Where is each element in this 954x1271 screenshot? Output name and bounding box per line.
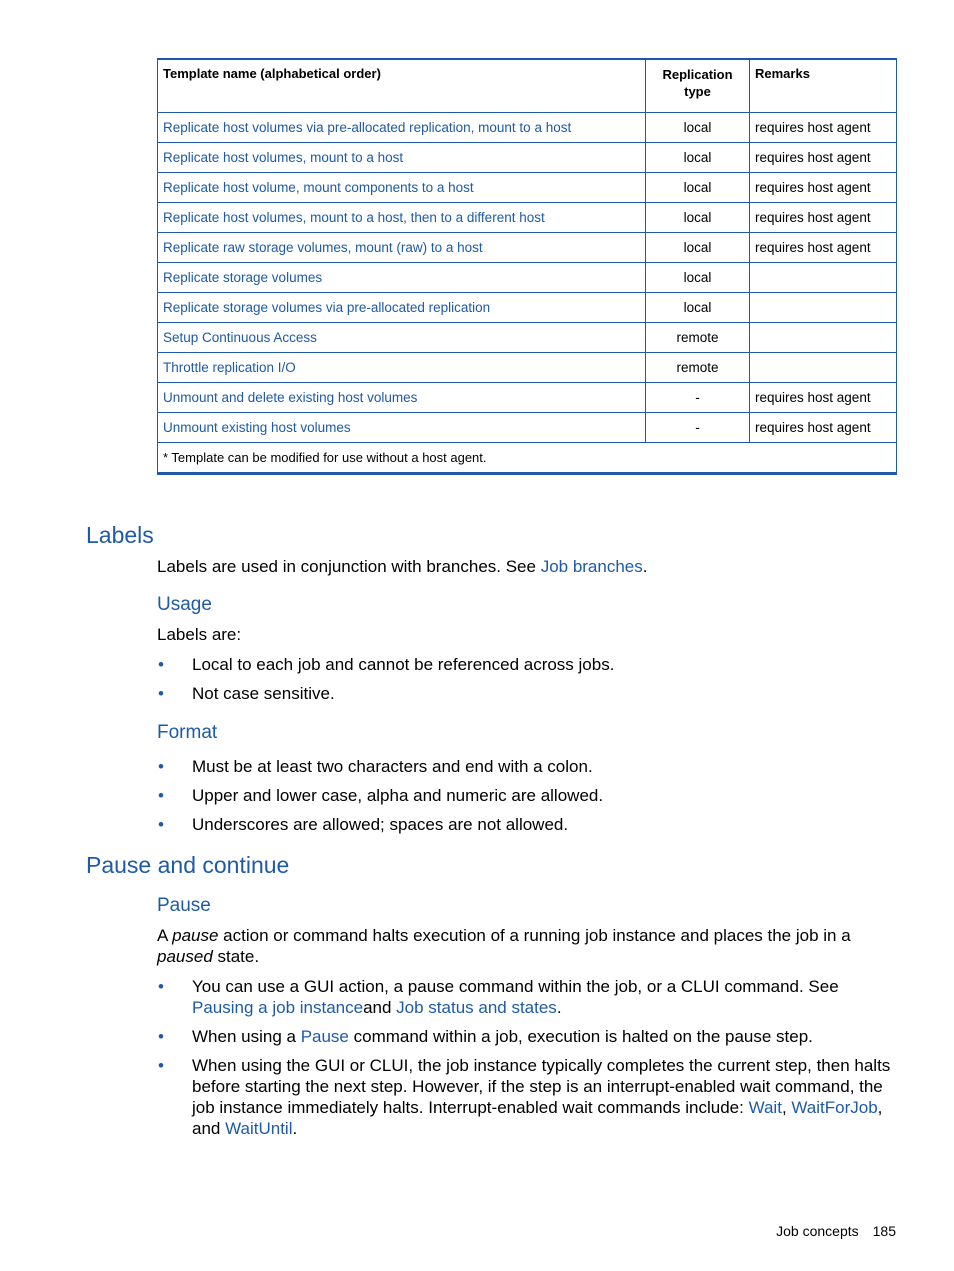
text: action or command halts execution of a running job instance and places the job in a [218,926,851,945]
template-link[interactable]: Replicate host volumes, mount to a host, then to a different host [158,203,646,233]
header-template-name: Template name (alphabetical order) [158,59,646,113]
list-item-text: When using the GUI or CLUI, the job instance typically completes the current step, then halts before starting the next step. However, if the step is an interrupt-enabled wait command, the job instance immediately halts. Interrupt-enabled wait commands include: [192,1056,891,1117]
format-list [157,756,897,843]
labels-heading: Labels [86,522,154,548]
list-item [157,814,897,835]
remarks: requires host agent [750,383,897,413]
job-branches-link[interactable]: Job branches [540,557,643,576]
labels-intro-end: . [642,557,648,576]
table-row [158,263,897,293]
replication-type: local [646,203,750,233]
replication-type: remote [646,323,750,353]
bullet-icon: • [158,1027,164,1046]
template-link[interactable]: Replicate host volumes, mount to a host [158,143,646,173]
template-link[interactable]: Replicate storage volumes [158,263,646,293]
waitforjob-link[interactable]: WaitForJob [791,1098,878,1117]
list-item [157,1026,897,1047]
pause-list [157,976,897,1147]
usage-list [157,654,897,712]
bullet-icon: • [158,684,164,703]
list-item-text: When using a [192,1027,301,1046]
list-item-text: and [363,998,397,1017]
table-row [158,233,897,263]
header-remarks: Remarks [750,59,897,113]
list-item [157,654,897,675]
remarks [750,293,897,323]
remarks [750,323,897,353]
pause-description [157,925,877,967]
text: A [157,926,173,945]
emphasis: paused [157,947,213,966]
header-replication-type: Replication type [646,59,750,113]
template-link[interactable]: Replicate raw storage volumes, mount (raw) to a host [158,233,646,263]
replication-type: local [646,173,750,203]
replication-type: local [646,143,750,173]
table-footnote-row [158,443,897,474]
list-item [157,785,897,806]
list-item-text: You can use a GUI action, a pause command within the job, or a CLUI command. See [192,977,839,996]
remarks: requires host agent [750,173,897,203]
remarks [750,263,897,293]
template-link[interactable]: Setup Continuous Access [158,323,646,353]
list-item-text: , [781,1098,792,1117]
list-item [157,683,897,704]
list-item-text: Upper and lower case, alpha and numeric are allowed. [192,786,604,805]
table-row [158,173,897,203]
replication-type: remote [646,353,750,383]
bullet-icon: • [158,786,164,805]
text: state. [212,947,260,966]
list-item-text: Not case sensitive. [192,684,335,703]
labels-intro-text: Labels are used in conjunction with branches. See [157,557,541,576]
list-item-text: . [292,1119,298,1138]
bullet-icon: • [158,757,164,776]
list-item-text: . [556,998,562,1017]
wait-link[interactable]: Wait [748,1098,782,1117]
replication-type: - [646,383,750,413]
replication-type: local [646,263,750,293]
pause-continue-heading: Pause and continue [86,852,290,878]
page-number: 185 [872,1223,896,1239]
remarks: requires host agent [750,233,897,263]
template-table [157,58,897,475]
list-item-text: command within a job, execution is halted on the pause step. [348,1027,813,1046]
table-row [158,413,897,443]
job-status-states-link[interactable]: Job status and states [396,998,557,1017]
list-item-text: , and [192,1098,883,1138]
usage-heading: Usage [157,594,212,615]
remarks: requires host agent [750,413,897,443]
remarks: requires host agent [750,113,897,143]
replication-type: - [646,413,750,443]
format-heading: Format [157,722,218,743]
list-item [157,756,897,777]
table-row [158,143,897,173]
table-footnote: * Template can be modified for use without a host agent. [158,443,897,474]
bullet-icon: • [158,1056,164,1075]
table-row [158,383,897,413]
bullet-icon: • [158,655,164,674]
list-item [157,1055,897,1139]
list-item-text: Local to each job and cannot be referenced across jobs. [192,655,615,674]
template-link[interactable]: Replicate storage volumes via pre-allocated replication [158,293,646,323]
table-row [158,113,897,143]
page-footer [776,1223,896,1239]
table-row [158,323,897,353]
replication-type: local [646,113,750,143]
replication-type: local [646,233,750,263]
remarks: requires host agent [750,203,897,233]
template-link[interactable]: Replicate host volumes via pre-allocated replication, mount to a host [158,113,646,143]
bullet-icon: • [158,977,164,996]
remarks: requires host agent [750,143,897,173]
replication-type: local [646,293,750,323]
usage-lead: Labels are: [157,625,242,644]
emphasis: pause [172,926,219,945]
table-row [158,293,897,323]
list-item-text: Must be at least two characters and end with a colon. [192,757,593,776]
remarks [750,353,897,383]
template-link[interactable]: Throttle replication I/O [158,353,646,383]
pause-heading: Pause [157,895,211,916]
table-header-row [158,59,897,113]
labels-intro [157,556,897,577]
template-link[interactable]: Unmount existing host volumes [158,413,646,443]
pausing-job-instance-link[interactable]: Pausing a job instance [192,998,364,1017]
footer-section: Job concepts [776,1223,859,1239]
table-row [158,203,897,233]
list-item-text: Underscores are allowed; spaces are not allowed. [192,815,569,834]
template-link[interactable]: Unmount and delete existing host volumes [158,383,646,413]
table-row [158,353,897,383]
list-item [157,976,897,1018]
pause-command-link[interactable]: Pause [300,1027,349,1046]
waituntil-link[interactable]: WaitUntil [225,1119,293,1138]
bullet-icon: • [158,815,164,834]
template-link[interactable]: Replicate host volume, mount components to a host [158,173,646,203]
